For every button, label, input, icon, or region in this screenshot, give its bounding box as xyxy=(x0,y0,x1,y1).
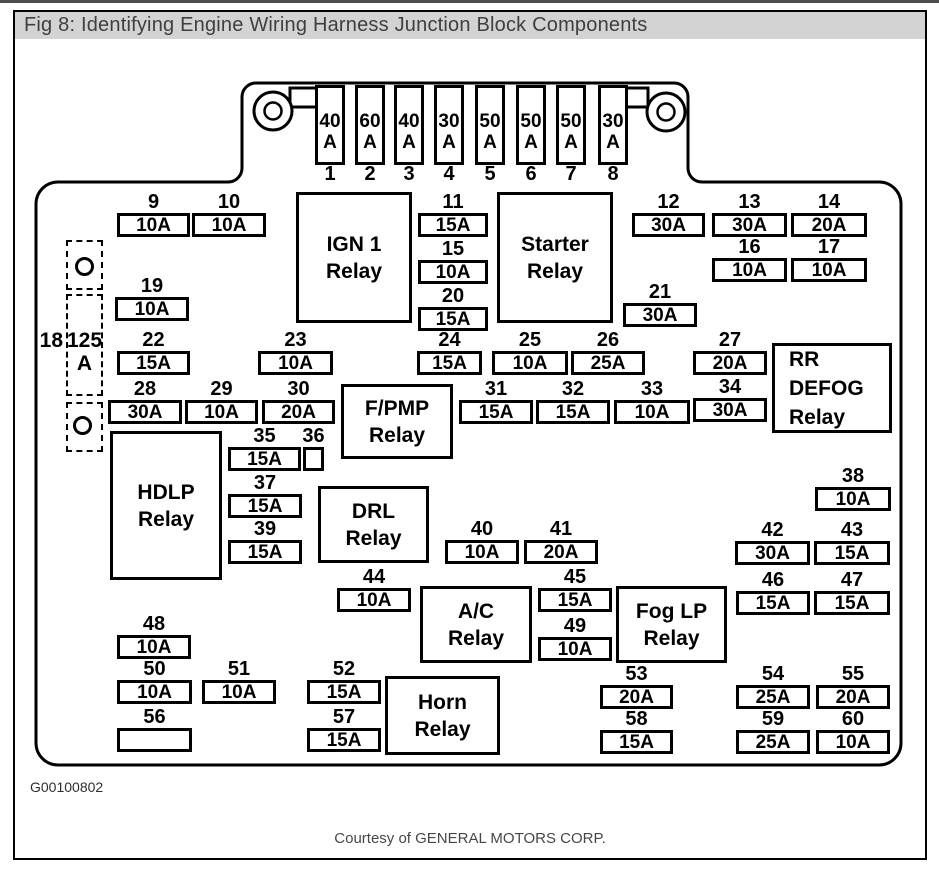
maxi-fuse-5-unit: A xyxy=(483,132,497,153)
fuse-49: 10A xyxy=(538,637,612,661)
fuse-13-number: 13 xyxy=(738,191,761,213)
ign1-relay-label-line: Relay xyxy=(325,259,383,283)
fpmp-relay-label-line: F/PMP xyxy=(364,396,430,420)
fuse-11: 15A xyxy=(418,213,488,237)
fpmp-relay-label-line: Relay xyxy=(368,423,426,447)
fusible-link-bottom-hole-icon xyxy=(73,416,92,435)
maxi-fuse-7-amp: 50 xyxy=(560,111,582,132)
starter-relay xyxy=(497,192,613,323)
maxi-fuse-4-number: 4 xyxy=(443,163,455,185)
fuse-17-number: 17 xyxy=(817,236,841,258)
fuse-39: 15A xyxy=(228,540,302,564)
fuse-10-number: 10 xyxy=(217,191,241,213)
fuse-35: 15A xyxy=(228,447,301,471)
fuse-32-number: 32 xyxy=(561,378,585,400)
maxi-fuse-2-number: 2 xyxy=(364,163,376,185)
fuse-32: 15A xyxy=(536,400,610,424)
fuse-16: 10A xyxy=(712,258,787,282)
fuse-19: 10A xyxy=(115,297,189,321)
fuse-35-number: 35 xyxy=(253,425,276,447)
rr-defog-relay-label-line: DEFOG xyxy=(789,376,864,400)
fuse-23: 10A xyxy=(258,351,333,375)
fuse-21-number: 21 xyxy=(648,281,672,303)
right-mounting-tab xyxy=(621,88,685,131)
drl-relay-label-line: Relay xyxy=(345,526,402,550)
maxi-fuse-8 xyxy=(598,85,628,165)
fuse-50: 10A xyxy=(117,680,192,704)
fuse-20-number: 20 xyxy=(441,285,465,307)
fuse-22-number: 22 xyxy=(142,329,165,351)
figure-code: G00100802 xyxy=(30,779,104,795)
maxi-fuse-7-number: 7 xyxy=(565,163,577,185)
left-mounting-hole-icon xyxy=(265,103,282,120)
maxi-fuse-2-unit: A xyxy=(363,132,377,153)
maxi-fuse-3 xyxy=(394,85,424,165)
maxi-fuse-6-number: 6 xyxy=(525,163,537,185)
fuse-30-number: 30 xyxy=(287,378,310,400)
fuse-28: 30A xyxy=(108,400,182,424)
fuse-59-number: 59 xyxy=(761,708,785,730)
maxi-fuse-3-number: 3 xyxy=(403,163,415,185)
maxi-fuse-1-amp: 40 xyxy=(319,111,341,132)
ign1-relay-label-line: IGN 1 xyxy=(326,232,382,256)
maxi-fuse-7 xyxy=(556,85,586,165)
fuse-54-number: 54 xyxy=(761,663,785,685)
drl-relay xyxy=(318,486,429,563)
fuse-15: 10A xyxy=(418,260,488,284)
left-mounting-tab xyxy=(254,88,319,130)
fuse-30: 20A xyxy=(262,400,335,424)
fuse-24: 15A xyxy=(417,351,482,375)
drl-relay-label-line: DRL xyxy=(351,499,396,523)
fuse-13: 30A xyxy=(712,213,787,237)
fusible-link-number: 18 xyxy=(39,329,63,352)
courtesy-line: Courtesy of GENERAL MOTORS CORP. xyxy=(334,830,606,847)
fuse-41-number: 41 xyxy=(549,518,573,540)
fuse-25: 10A xyxy=(492,351,568,375)
fuse-33-number: 33 xyxy=(640,378,664,400)
maxi-fuse-2 xyxy=(355,85,385,165)
maxi-fuse-4 xyxy=(434,85,464,165)
fuse-40: 10A xyxy=(445,540,519,564)
fuse-57: 15A xyxy=(307,728,381,752)
fuse-37: 15A xyxy=(228,494,302,518)
fusible-link-rating-unit: A xyxy=(76,352,93,375)
fpmp-relay xyxy=(341,384,453,459)
fuse-23-number: 23 xyxy=(284,329,307,351)
fog-lp-relay-label-line: Fog LP xyxy=(635,599,708,623)
fuse-43: 15A xyxy=(814,541,890,565)
fuse-44: 10A xyxy=(337,588,411,612)
fuse-27: 20A xyxy=(693,351,767,375)
fuse-45: 15A xyxy=(538,588,612,612)
fuse-50-number: 50 xyxy=(143,658,166,680)
fuse-59: 25A xyxy=(736,730,810,754)
fuse-40-number: 40 xyxy=(470,518,494,540)
ign1-relay xyxy=(296,192,412,323)
fuse-14-number: 14 xyxy=(817,191,841,213)
maxi-fuse-6 xyxy=(516,85,546,165)
fuse-9: 10A xyxy=(117,213,190,237)
fuse-52-number: 52 xyxy=(332,658,356,680)
horn-relay xyxy=(385,676,500,755)
fuse-14: 20A xyxy=(791,213,867,237)
fuse-22: 15A xyxy=(117,351,190,375)
maxi-fuse-4-unit: A xyxy=(442,132,456,153)
fuse-20: 15A xyxy=(418,307,488,331)
rr-defog-relay-label-line: Relay xyxy=(789,405,846,429)
fuse-53: 20A xyxy=(600,685,673,709)
maxi-fuse-5 xyxy=(475,85,505,165)
maxi-fuse-3-amp: 40 xyxy=(398,111,420,132)
fuse-26: 25A xyxy=(571,351,645,375)
fuse-34: 30A xyxy=(693,398,767,422)
fuse-56-number: 56 xyxy=(143,706,166,728)
fuse-60-number: 60 xyxy=(841,708,865,730)
fuse-46-number: 46 xyxy=(761,569,785,591)
maxi-fuse-1 xyxy=(315,85,345,165)
fuse-38-number: 38 xyxy=(841,465,865,487)
maxi-fuse-5-amp: 50 xyxy=(479,111,501,132)
starter-relay-label-line: Relay xyxy=(526,259,584,283)
fuse-47-number: 47 xyxy=(840,569,864,591)
fuse-41: 20A xyxy=(524,540,598,564)
fuse-36-number: 36 xyxy=(302,425,325,447)
ac-relay-label-line: A/C xyxy=(457,599,495,623)
fuse-48-number: 48 xyxy=(142,613,166,635)
fuse-26-number: 26 xyxy=(596,329,620,351)
maxi-fuse-5-number: 5 xyxy=(484,163,496,185)
fusible-link-top-hole-icon xyxy=(75,257,94,276)
fuse-12-number: 12 xyxy=(657,191,680,213)
fuse-44-number: 44 xyxy=(362,566,386,588)
fuse-37-number: 37 xyxy=(253,472,277,494)
starter-relay-label-line: Starter xyxy=(521,232,589,256)
fuse-34-number: 34 xyxy=(718,376,742,398)
fuse-48: 10A xyxy=(117,635,191,659)
maxi-fuse-3-unit: A xyxy=(402,132,416,153)
fuse-58-number: 58 xyxy=(625,708,648,730)
fuse-11-number: 11 xyxy=(442,191,464,213)
fuse-33: 10A xyxy=(614,400,690,424)
fuse-42-number: 42 xyxy=(761,519,784,541)
fuse-45-number: 45 xyxy=(563,566,587,588)
fuse-29: 10A xyxy=(185,400,258,424)
fuse-60: 10A xyxy=(816,730,890,754)
fuse-42: 30A xyxy=(735,541,810,565)
fuse-43-number: 43 xyxy=(840,519,864,541)
hdlp-relay-label-line: HDLP xyxy=(137,480,195,504)
maxi-fuse-1-unit: A xyxy=(323,132,337,153)
maxi-fuse-8-unit: A xyxy=(606,132,620,153)
fuse-46: 15A xyxy=(736,591,810,615)
fuse-21: 30A xyxy=(623,303,697,327)
fuse-47: 15A xyxy=(814,591,890,615)
right-mounting-hole-icon xyxy=(658,104,675,121)
fuse-31-number: 31 xyxy=(484,378,508,400)
fog-lp-relay xyxy=(616,586,727,663)
maxi-fuse-7-unit: A xyxy=(564,132,578,153)
rr-defog-relay xyxy=(772,343,892,433)
fuse-29-number: 29 xyxy=(210,378,233,400)
fuse-27-number: 27 xyxy=(718,329,742,351)
fuse-9-number: 9 xyxy=(147,191,160,213)
maxi-fuse-4-amp: 30 xyxy=(438,111,460,132)
fuse-25-number: 25 xyxy=(518,329,542,351)
fuse-57-number: 57 xyxy=(332,706,356,728)
ac-relay xyxy=(420,586,532,663)
fuse-52: 15A xyxy=(307,680,381,704)
fuse-17: 10A xyxy=(791,258,867,282)
horn-relay-label-line: Horn xyxy=(418,690,467,714)
fuse-54: 25A xyxy=(736,685,810,709)
fuse-51-number: 51 xyxy=(227,658,251,680)
fog-lp-relay-label-line: Relay xyxy=(643,626,700,650)
maxi-fuse-2-amp: 60 xyxy=(359,111,381,132)
fuse-12: 30A xyxy=(632,213,705,237)
figure-title: Fig 8: Identifying Engine Wiring Harness Junction Block Components xyxy=(24,14,648,36)
fuse-15-number: 15 xyxy=(441,238,465,260)
horn-relay-label-line: Relay xyxy=(414,717,471,741)
maxi-fuse-6-unit: A xyxy=(524,132,538,153)
fuse-55-number: 55 xyxy=(841,663,865,685)
fuse-36 xyxy=(303,447,324,471)
fuse-58: 15A xyxy=(600,730,673,754)
maxi-fuse-8-number: 8 xyxy=(607,163,619,185)
maxi-fuse-8-amp: 30 xyxy=(602,111,624,132)
hdlp-relay-label-line: Relay xyxy=(137,507,195,531)
fuse-19-number: 19 xyxy=(140,275,164,297)
fuse-10: 10A xyxy=(192,213,266,237)
fuse-24-number: 24 xyxy=(438,329,461,351)
rr-defog-relay-label-line: RR xyxy=(789,347,820,371)
fuse-39-number: 39 xyxy=(253,518,277,540)
fuse-28-number: 28 xyxy=(133,378,157,400)
fuse-31: 15A xyxy=(459,400,533,424)
maxi-fuse-6-amp: 50 xyxy=(520,111,542,132)
fuse-56 xyxy=(117,728,192,752)
fusible-link-rating-value: 125 xyxy=(66,329,103,352)
fuse-53-number: 53 xyxy=(625,663,648,685)
fuse-55: 20A xyxy=(816,685,890,709)
fuse-49-number: 49 xyxy=(563,615,587,637)
hdlp-relay xyxy=(110,431,222,580)
fuse-16-number: 16 xyxy=(738,236,761,258)
fuse-38: 10A xyxy=(815,487,891,511)
ac-relay-label-line: Relay xyxy=(447,626,505,650)
fuse-51: 10A xyxy=(202,680,276,704)
maxi-fuse-1-number: 1 xyxy=(324,163,336,185)
